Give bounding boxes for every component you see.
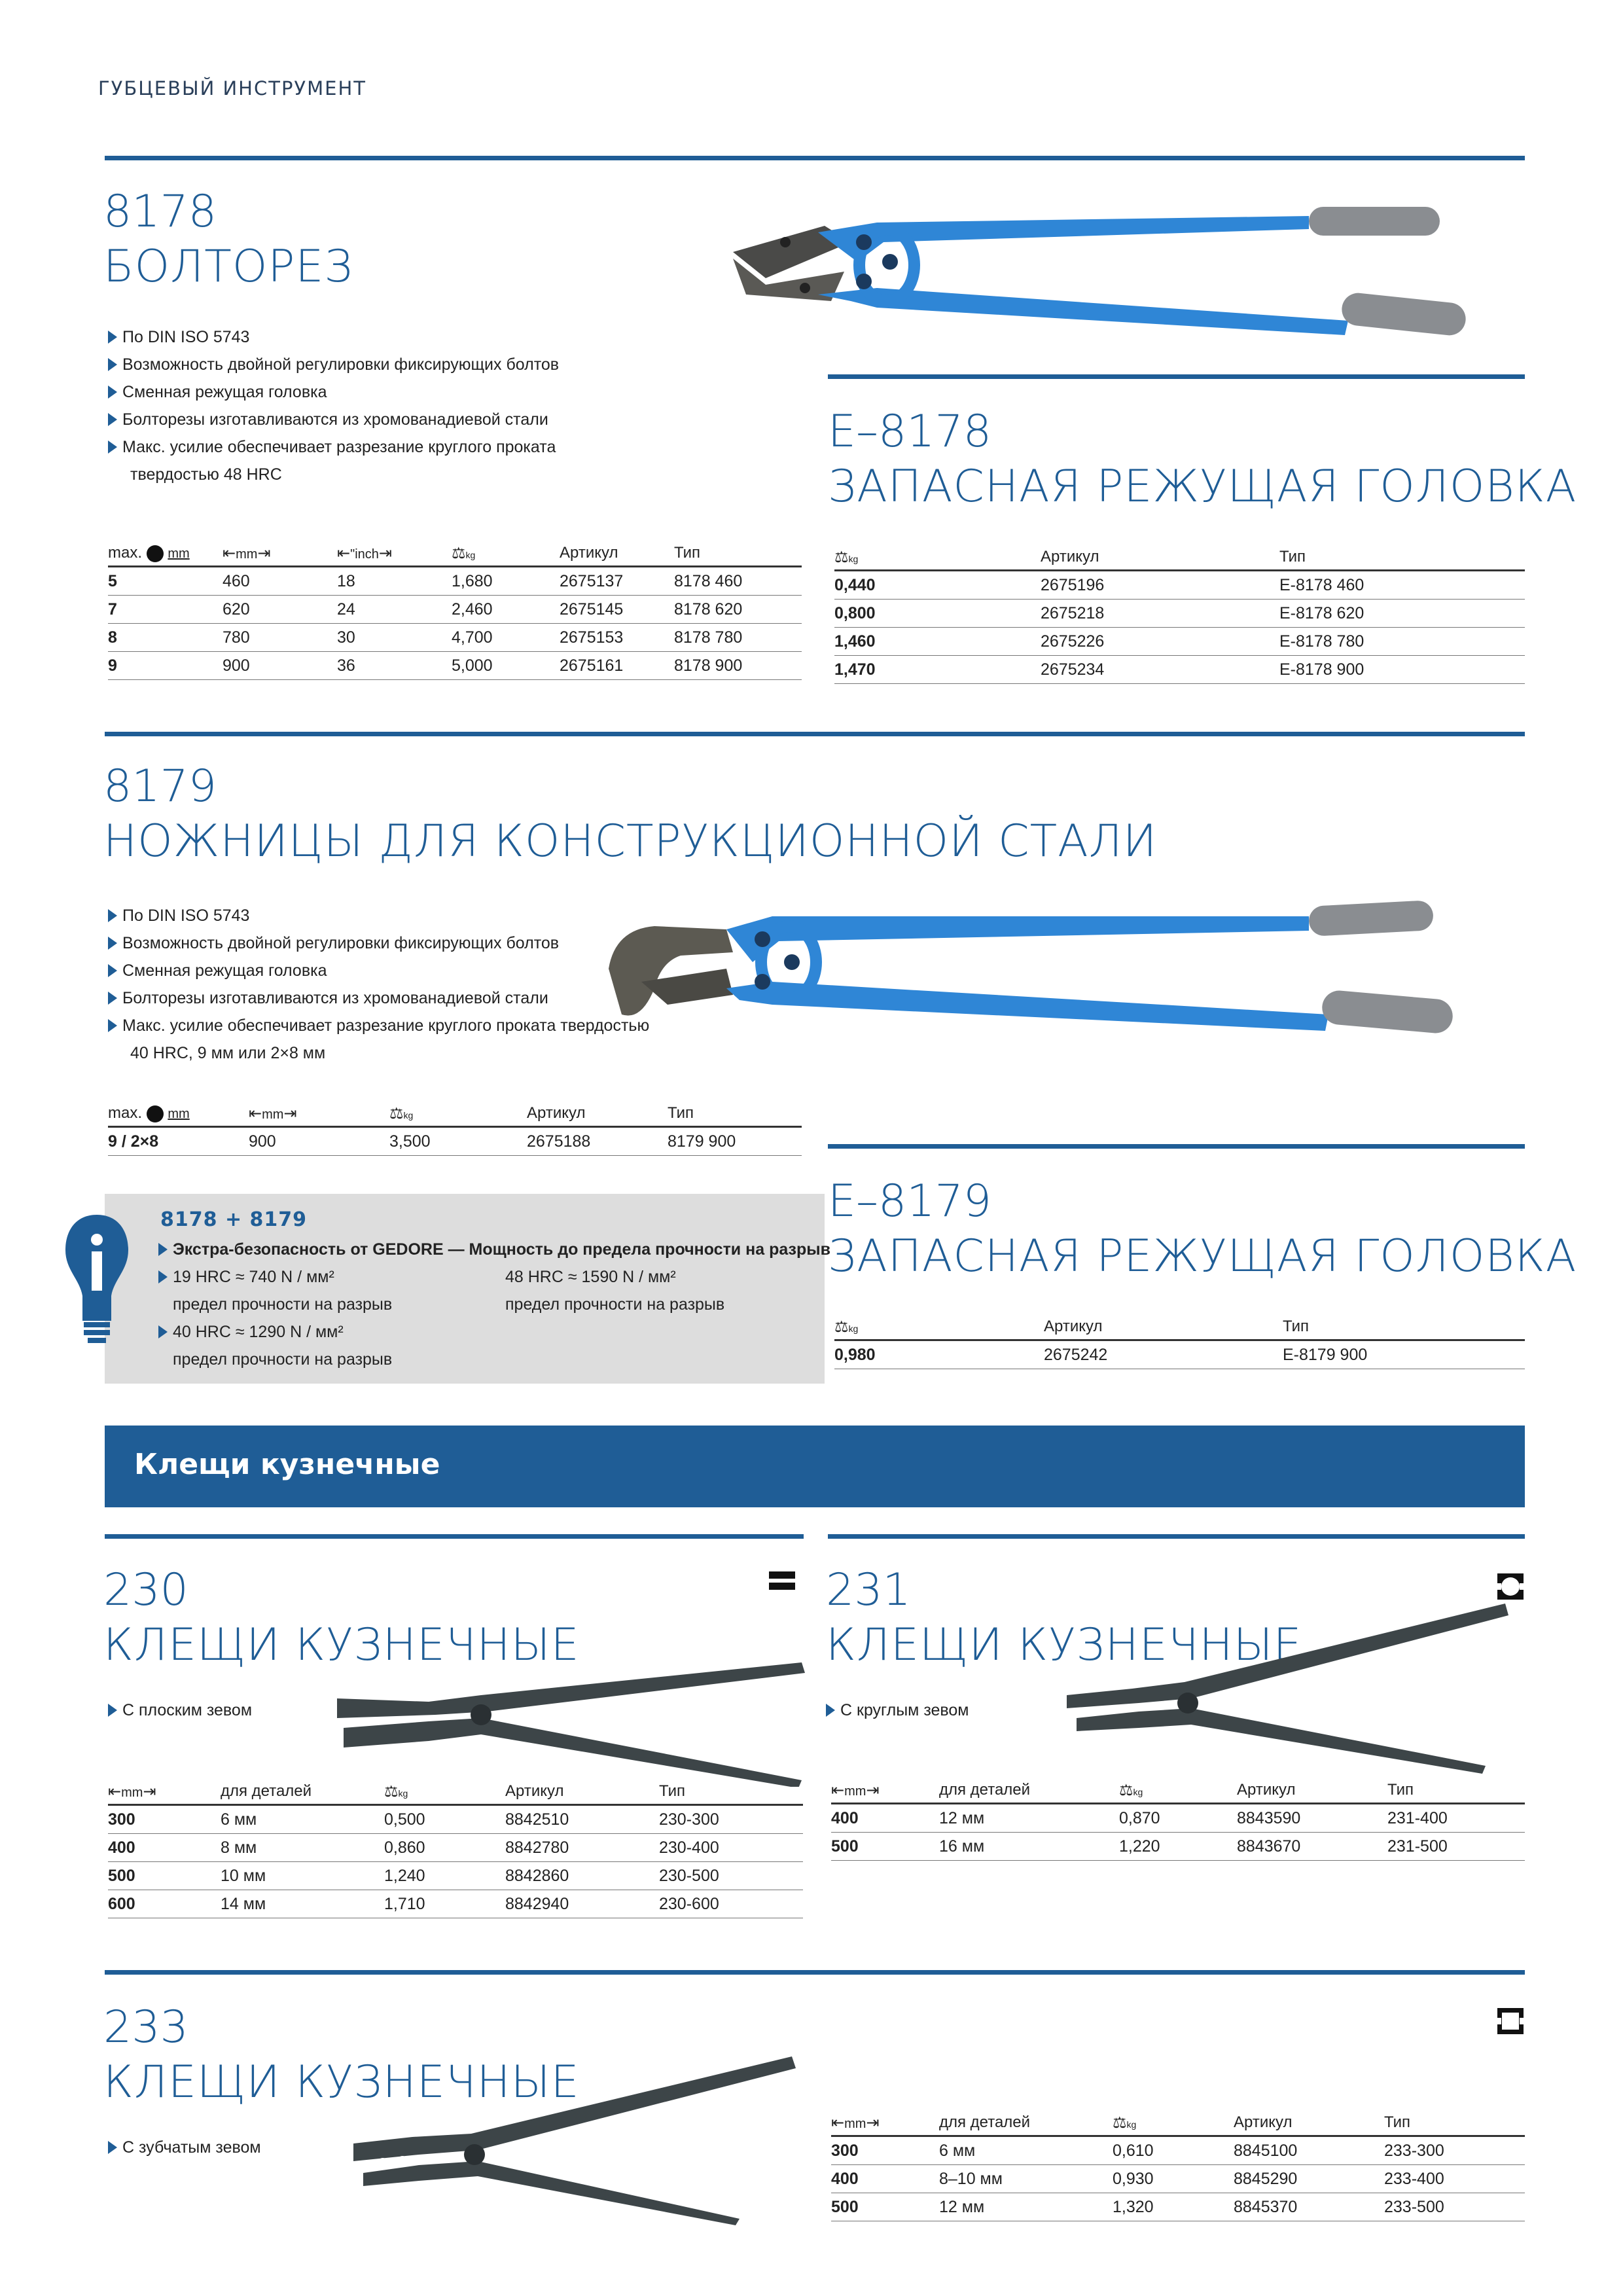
header-type: Тип bbox=[1283, 1314, 1525, 1340]
table-cell: 0,980 bbox=[834, 1340, 1044, 1369]
table-cell: 8842860 bbox=[505, 1862, 659, 1890]
header-article: Артикул bbox=[505, 1779, 659, 1805]
header-article: Артикул bbox=[1044, 1314, 1283, 1340]
bullet-item: Сменная режущая головка bbox=[108, 378, 559, 406]
table-cell: 2675153 bbox=[560, 624, 674, 652]
table-cell: 8845370 bbox=[1234, 2193, 1384, 2221]
header-unit: mm bbox=[168, 1107, 190, 1121]
header-parts: для деталей bbox=[939, 1778, 1119, 1804]
header-type: Тип bbox=[659, 1779, 803, 1805]
divider bbox=[828, 1534, 1525, 1539]
product-title: КЛЕЩИ КУЗНЕЧНЫЕ bbox=[103, 1619, 580, 1671]
table-cell: 1,710 bbox=[384, 1890, 505, 1918]
table-cell: 8842940 bbox=[505, 1890, 659, 1918]
bullet-item: Возможность двойной регулировки фиксирующих болтов bbox=[108, 929, 649, 957]
table-cell: 900 bbox=[223, 652, 337, 680]
weight-scale-icon: ⚖ bbox=[452, 544, 466, 562]
weight-scale-icon: ⚖ bbox=[834, 1318, 849, 1336]
table-header bbox=[831, 1778, 1525, 1804]
product-title: КЛЕЩИ КУЗНЕЧНЫЕ bbox=[103, 2056, 580, 2108]
table-cell: 0,870 bbox=[1119, 1804, 1237, 1833]
table-cell: 2675137 bbox=[560, 567, 674, 596]
table-cell: 6 мм bbox=[221, 1805, 384, 1834]
info-line: Экстра-безопасность от GEDORE — Мощность до предела прочности на разрыв bbox=[158, 1236, 830, 1263]
length-icon-end: ⇥ bbox=[866, 2113, 880, 2132]
table-row bbox=[108, 1890, 803, 1918]
table-cell: 7 bbox=[108, 596, 223, 624]
divider bbox=[828, 374, 1525, 379]
table-cell: 12 мм bbox=[939, 2193, 1113, 2221]
table-cell: E-8178 460 bbox=[1279, 571, 1525, 600]
header-weight: kg bbox=[465, 549, 476, 560]
table-cell: 300 bbox=[108, 1805, 221, 1834]
bullet-item: Макс. усилие обеспечивает разрезание круглого проката bbox=[108, 433, 559, 461]
table-cell: 300 bbox=[831, 2136, 939, 2165]
table-cell: 8178 900 bbox=[674, 652, 802, 680]
header-article: Артикул bbox=[1237, 1778, 1387, 1804]
header-type: Тип bbox=[1384, 2110, 1525, 2136]
product-number: 8179 bbox=[103, 761, 217, 812]
bullet-list bbox=[108, 902, 649, 1067]
product-title: ЗАПАСНАЯ РЕЖУЩАЯ ГОЛОВКА bbox=[828, 1230, 1577, 1282]
table-cell: 0,860 bbox=[384, 1834, 505, 1862]
divider bbox=[105, 1534, 804, 1539]
header-weight: kg bbox=[1126, 2119, 1137, 2130]
product-number: 233 bbox=[103, 2001, 188, 2053]
header-article: Артикул bbox=[1234, 2110, 1384, 2136]
table-cell: E-8178 620 bbox=[1279, 600, 1525, 628]
table-cell: 2675196 bbox=[1041, 571, 1279, 600]
table-row bbox=[108, 1127, 802, 1156]
header-length: mm bbox=[236, 547, 258, 562]
toothed-jaw-icon bbox=[1497, 2008, 1524, 2034]
spec-table bbox=[834, 1314, 1525, 1369]
bullet-list bbox=[108, 323, 559, 488]
table-cell: 36 bbox=[337, 652, 452, 680]
bullet-item: С круглым зевом bbox=[826, 1696, 969, 1724]
table-cell: 6 мм bbox=[939, 2136, 1113, 2165]
header-weight: kg bbox=[1133, 1786, 1143, 1797]
table-cell: 400 bbox=[108, 1834, 221, 1862]
table-header bbox=[108, 1779, 803, 1805]
header-weight: kg bbox=[848, 1323, 859, 1334]
bullet-list bbox=[826, 1696, 969, 1724]
table-cell: 2675188 bbox=[527, 1127, 668, 1156]
bullet-item: С зубчатым зевом bbox=[108, 2134, 261, 2161]
table-cell: 500 bbox=[831, 1833, 939, 1861]
table-cell: 500 bbox=[831, 2193, 939, 2221]
table-cell: 2,460 bbox=[452, 596, 560, 624]
info-list bbox=[158, 1236, 830, 1263]
info-caption: предел прочности на разрыв bbox=[173, 1350, 393, 1369]
bullet-item: Болторезы изготавливаются из хромованадиевой стали bbox=[108, 984, 649, 1012]
table-cell: 231-500 bbox=[1387, 1833, 1525, 1861]
table-cell: 1,680 bbox=[452, 567, 560, 596]
table-row bbox=[108, 1805, 803, 1834]
table-header bbox=[834, 1314, 1525, 1340]
table-cell: 12 мм bbox=[939, 1804, 1119, 1833]
table-cell: 5,000 bbox=[452, 652, 560, 680]
table-cell: 3,500 bbox=[389, 1127, 527, 1156]
table-cell: 16 мм bbox=[939, 1833, 1119, 1861]
length-icon: ⇤ bbox=[249, 1104, 262, 1122]
product-number: E–8178 bbox=[828, 406, 992, 457]
info-value: 48 HRC ≈ 1590 N / мм² bbox=[505, 1268, 676, 1286]
header-parts: для деталей bbox=[939, 2110, 1113, 2136]
table-cell: 600 bbox=[108, 1890, 221, 1918]
table-cell: 8178 620 bbox=[674, 596, 802, 624]
header-article: Артикул bbox=[1041, 545, 1279, 571]
bullet-item: Макс. усилие обеспечивает разрезание круглого проката твердостью bbox=[108, 1012, 649, 1039]
table-cell: 0,800 bbox=[834, 600, 1041, 628]
header-length: mm bbox=[844, 1784, 866, 1799]
table-header bbox=[831, 2110, 1525, 2136]
info-value: 40 HRC ≈ 1290 N / мм² bbox=[158, 1318, 392, 1346]
category-label: ГУБЦЕВЫЙ ИНСТРУМЕНТ bbox=[98, 77, 366, 99]
table-row bbox=[108, 596, 802, 624]
table-cell: 1,470 bbox=[834, 656, 1041, 684]
product-title: БОЛТОРЕЗ bbox=[103, 241, 353, 293]
weight-scale-icon: ⚖ bbox=[384, 1782, 399, 1801]
table-cell: 231-400 bbox=[1387, 1804, 1525, 1833]
divider bbox=[105, 732, 1525, 736]
table-cell: 0,440 bbox=[834, 571, 1041, 600]
table-row bbox=[831, 1804, 1525, 1833]
table-cell: 8842780 bbox=[505, 1834, 659, 1862]
length-icon-end: ⇥ bbox=[378, 544, 393, 562]
table-cell: 2675226 bbox=[1041, 628, 1279, 656]
header-weight: kg bbox=[403, 1109, 414, 1121]
info-value: 19 HRC ≈ 740 N / мм² bbox=[158, 1263, 392, 1291]
table-row bbox=[108, 652, 802, 680]
table-cell: 8178 460 bbox=[674, 567, 802, 596]
product-title: НОЖНИЦЫ ДЛЯ КОНСТРУКЦИОННОЙ СТАЛИ bbox=[103, 816, 1158, 867]
bullet-item: По DIN ISO 5743 bbox=[108, 902, 649, 929]
length-icon: ⇤ bbox=[831, 2113, 845, 2132]
length-icon-end: ⇥ bbox=[143, 1782, 156, 1801]
table-cell: 9 bbox=[108, 652, 223, 680]
table-cell: 8843590 bbox=[1237, 1804, 1387, 1833]
table-cell: 500 bbox=[108, 1862, 221, 1890]
info-box bbox=[105, 1194, 830, 1384]
info-item bbox=[158, 1263, 392, 1373]
table-cell: 8842510 bbox=[505, 1805, 659, 1834]
product-number: 8178 bbox=[103, 186, 217, 238]
weight-scale-icon: ⚖ bbox=[389, 1104, 404, 1122]
length-icon-end: ⇥ bbox=[257, 544, 271, 562]
table-header bbox=[834, 545, 1525, 571]
spec-table bbox=[831, 1778, 1525, 1861]
header-type: Тип bbox=[668, 1101, 802, 1127]
table-cell: 400 bbox=[831, 2165, 939, 2193]
header-weight: kg bbox=[398, 1787, 408, 1799]
spec-table bbox=[834, 545, 1525, 684]
header-max: max. bbox=[108, 1104, 143, 1122]
length-icon: ⇤ bbox=[223, 544, 236, 562]
length-icon: ⇤ bbox=[337, 544, 351, 562]
table-cell: 1,220 bbox=[1119, 1833, 1237, 1861]
table-row bbox=[108, 567, 802, 596]
section-band-title: Клещи кузнечные bbox=[134, 1448, 440, 1481]
toothed-jaw-tongs-image bbox=[347, 2049, 805, 2225]
length-icon-end: ⇥ bbox=[283, 1104, 297, 1122]
table-cell: 230-300 bbox=[659, 1805, 803, 1834]
table-cell: 8178 780 bbox=[674, 624, 802, 652]
table-cell: 9 / 2×8 bbox=[108, 1127, 249, 1156]
header-unit: mm bbox=[168, 547, 190, 561]
bullet-item-continuation: 40 HRC, 9 мм или 2×8 мм bbox=[130, 1044, 326, 1062]
table-cell: 8843670 bbox=[1237, 1833, 1387, 1861]
table-cell: 14 мм bbox=[221, 1890, 384, 1918]
header-length: mm bbox=[121, 1785, 143, 1800]
table-cell: 230-400 bbox=[659, 1834, 803, 1862]
table-cell: 2675234 bbox=[1041, 656, 1279, 684]
weight-scale-icon: ⚖ bbox=[834, 548, 849, 566]
table-cell: 1,460 bbox=[834, 628, 1041, 656]
length-icon: ⇤ bbox=[831, 1781, 845, 1799]
bullet-item: По DIN ISO 5743 bbox=[108, 323, 559, 351]
spec-table bbox=[108, 541, 802, 680]
table-cell: 780 bbox=[223, 624, 337, 652]
info-bulb-icon bbox=[63, 1211, 131, 1348]
product-number: E–8179 bbox=[828, 1175, 992, 1227]
bullet-item: С плоским зевом bbox=[108, 1696, 252, 1724]
table-cell: 1,240 bbox=[384, 1862, 505, 1890]
table-row bbox=[831, 2165, 1525, 2193]
table-header bbox=[108, 1101, 802, 1127]
product-title: ЗАПАСНАЯ РЕЖУЩАЯ ГОЛОВКА bbox=[828, 461, 1577, 512]
weight-scale-icon: ⚖ bbox=[1113, 2113, 1127, 2132]
length-icon: ⇤ bbox=[108, 1782, 122, 1801]
header-inch: "inch bbox=[350, 547, 379, 562]
header-max: max. bbox=[108, 544, 143, 562]
header-type: Тип bbox=[674, 541, 802, 567]
header-parts: для деталей bbox=[221, 1779, 384, 1805]
table-cell: 2675218 bbox=[1041, 600, 1279, 628]
divider bbox=[105, 1970, 1525, 1975]
bullet-item: Болторезы изготавливаются из хромованадиевой стали bbox=[108, 406, 559, 433]
table-row bbox=[831, 2193, 1525, 2221]
table-cell: 0,930 bbox=[1113, 2165, 1234, 2193]
table-cell: 10 мм bbox=[221, 1862, 384, 1890]
table-row bbox=[831, 1833, 1525, 1861]
round-jaw-tongs-image bbox=[1060, 1590, 1512, 1774]
spec-table bbox=[108, 1779, 803, 1918]
table-cell: E-8179 900 bbox=[1283, 1340, 1525, 1369]
table-row bbox=[108, 1862, 803, 1890]
table-cell: 4,700 bbox=[452, 624, 560, 652]
product-number: 231 bbox=[826, 1564, 911, 1616]
table-cell: 8–10 мм bbox=[939, 2165, 1113, 2193]
diameter-icon bbox=[147, 1105, 164, 1122]
table-row bbox=[834, 656, 1525, 684]
table-cell: 1,320 bbox=[1113, 2193, 1234, 2221]
table-cell: 233-300 bbox=[1384, 2136, 1525, 2165]
table-cell: 8845100 bbox=[1234, 2136, 1384, 2165]
table-cell: 0,610 bbox=[1113, 2136, 1234, 2165]
header-weight: kg bbox=[848, 553, 859, 564]
table-header bbox=[108, 541, 802, 567]
table-row bbox=[834, 628, 1525, 656]
length-icon-end: ⇥ bbox=[866, 1781, 880, 1799]
info-title: 8178 + 8179 bbox=[160, 1208, 308, 1231]
table-cell: 24 bbox=[337, 596, 452, 624]
table-cell: 2675242 bbox=[1044, 1340, 1283, 1369]
table-cell: 233-500 bbox=[1384, 2193, 1525, 2221]
table-cell: 30 bbox=[337, 624, 452, 652]
table-cell: 18 bbox=[337, 567, 452, 596]
table-cell: 400 bbox=[831, 1804, 939, 1833]
table-cell: E-8178 780 bbox=[1279, 628, 1525, 656]
table-row bbox=[834, 600, 1525, 628]
info-caption: предел прочности на разрыв bbox=[173, 1295, 393, 1314]
table-cell: 8845290 bbox=[1234, 2165, 1384, 2193]
header-article: Артикул bbox=[560, 541, 674, 567]
header-length: mm bbox=[262, 1107, 284, 1122]
bullet-list bbox=[108, 1696, 252, 1724]
section-band bbox=[105, 1426, 1525, 1507]
table-cell: 8 bbox=[108, 624, 223, 652]
table-cell: 8 мм bbox=[221, 1834, 384, 1862]
table-cell: 8179 900 bbox=[668, 1127, 802, 1156]
info-item bbox=[505, 1263, 724, 1318]
bolt-cutter-image bbox=[707, 196, 1492, 353]
divider bbox=[105, 156, 1525, 160]
table-cell: 233-400 bbox=[1384, 2165, 1525, 2193]
info-caption: предел прочности на разрыв bbox=[505, 1295, 725, 1314]
table-row bbox=[831, 2136, 1525, 2165]
flat-jaw-icon bbox=[769, 1568, 795, 1594]
flat-jaw-tongs-image bbox=[330, 1649, 808, 1787]
table-cell: 0,500 bbox=[384, 1805, 505, 1834]
table-cell: 230-600 bbox=[659, 1890, 803, 1918]
table-row bbox=[108, 624, 802, 652]
header-article: Артикул bbox=[527, 1101, 668, 1127]
bullet-item: Возможность двойной регулировки фиксирующих болтов bbox=[108, 351, 559, 378]
spec-table bbox=[831, 2110, 1525, 2221]
table-cell: 5 bbox=[108, 567, 223, 596]
table-cell: 2675145 bbox=[560, 596, 674, 624]
product-number: 230 bbox=[103, 1564, 188, 1616]
bullet-item: Сменная режущая головка bbox=[108, 957, 649, 984]
steel-shears-image bbox=[602, 890, 1492, 1047]
table-cell: 460 bbox=[223, 567, 337, 596]
table-cell: 2675161 bbox=[560, 652, 674, 680]
header-type: Тип bbox=[1279, 545, 1525, 571]
product-title: КЛЕЩИ КУЗНЕЧНЫЕ bbox=[826, 1619, 1302, 1671]
table-cell: 230-500 bbox=[659, 1862, 803, 1890]
spec-table bbox=[108, 1101, 802, 1156]
divider bbox=[828, 1144, 1525, 1149]
table-row bbox=[108, 1834, 803, 1862]
header-length: mm bbox=[844, 2116, 866, 2131]
table-row bbox=[834, 571, 1525, 600]
table-cell: E-8178 900 bbox=[1279, 656, 1525, 684]
diameter-icon bbox=[147, 545, 164, 562]
table-cell: 900 bbox=[249, 1127, 389, 1156]
header-type: Тип bbox=[1387, 1778, 1525, 1804]
bullet-list bbox=[108, 2134, 261, 2161]
table-row bbox=[834, 1340, 1525, 1369]
weight-scale-icon: ⚖ bbox=[1119, 1781, 1133, 1799]
bullet-item-continuation: твердостью 48 HRC bbox=[130, 465, 282, 484]
table-cell: 620 bbox=[223, 596, 337, 624]
